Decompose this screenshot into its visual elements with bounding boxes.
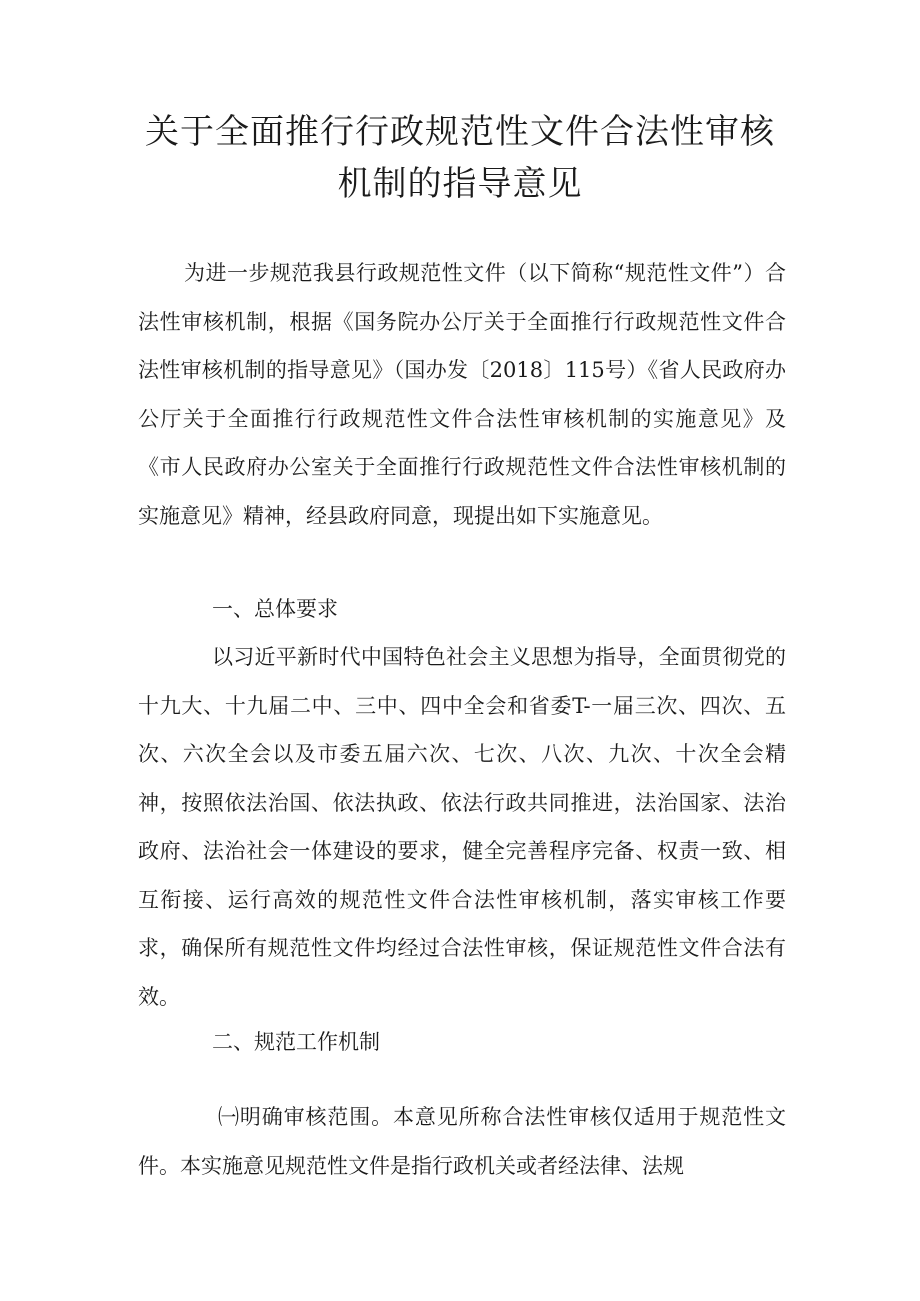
intro-paragraph: 为进一步规范我县行政规范性文件（以下简称“规范性文件”）合法性审核机制，根据《国务院办公厅关于全面推行行政规范性文件合法性审核机制的指导意见》（国办发〔2018〕115号）《省人民政府办公厅关于全面推行行政规范性文件合法性审核机制的实施意见》及《市人民政府办公室关于全面推行行政规范性文件合法性审核机制的实施意见》精神，经县政府同意，现提出如下实施意见。	[138, 261, 786, 528]
document-title	[110, 106, 810, 210]
overall-requirements-paragraph: 以习近平新时代中国特色社会主义思想为指导，全面贯彻党的十九大、十九届二中、三中、四中全会和省委T-一届三次、四次、五次、六次全会以及市委五届六次、七次、八次、九次、十次全会精神，按照依法治国、依法执政、依法行政共同推进，法治国家、法治政府、法治社会一体建设的要求，健全完善程序完备、权责一致、相互衔接、运行高效的规范性文件合法性审核机制，落实审核工作要求，确保所有规范性文件均经过合法性审核，保证规范性文件合法有效。	[138, 645, 786, 1009]
section-heading-work-mechanism: 二、规范工作机制	[212, 1030, 380, 1054]
title-line-2: 机制的指导意见	[337, 164, 583, 204]
section-heading-overall-requirements: 一、总体要求	[212, 597, 338, 621]
review-scope-paragraph: ㈠明确审核范围。本意见所称合法性审核仅适用于规范性文件。本实施意见规范性文件是指行政机关或者经法律、法规	[138, 1105, 786, 1178]
title-line-1: 关于全面推行行政规范性文件合法性审核	[145, 112, 775, 152]
